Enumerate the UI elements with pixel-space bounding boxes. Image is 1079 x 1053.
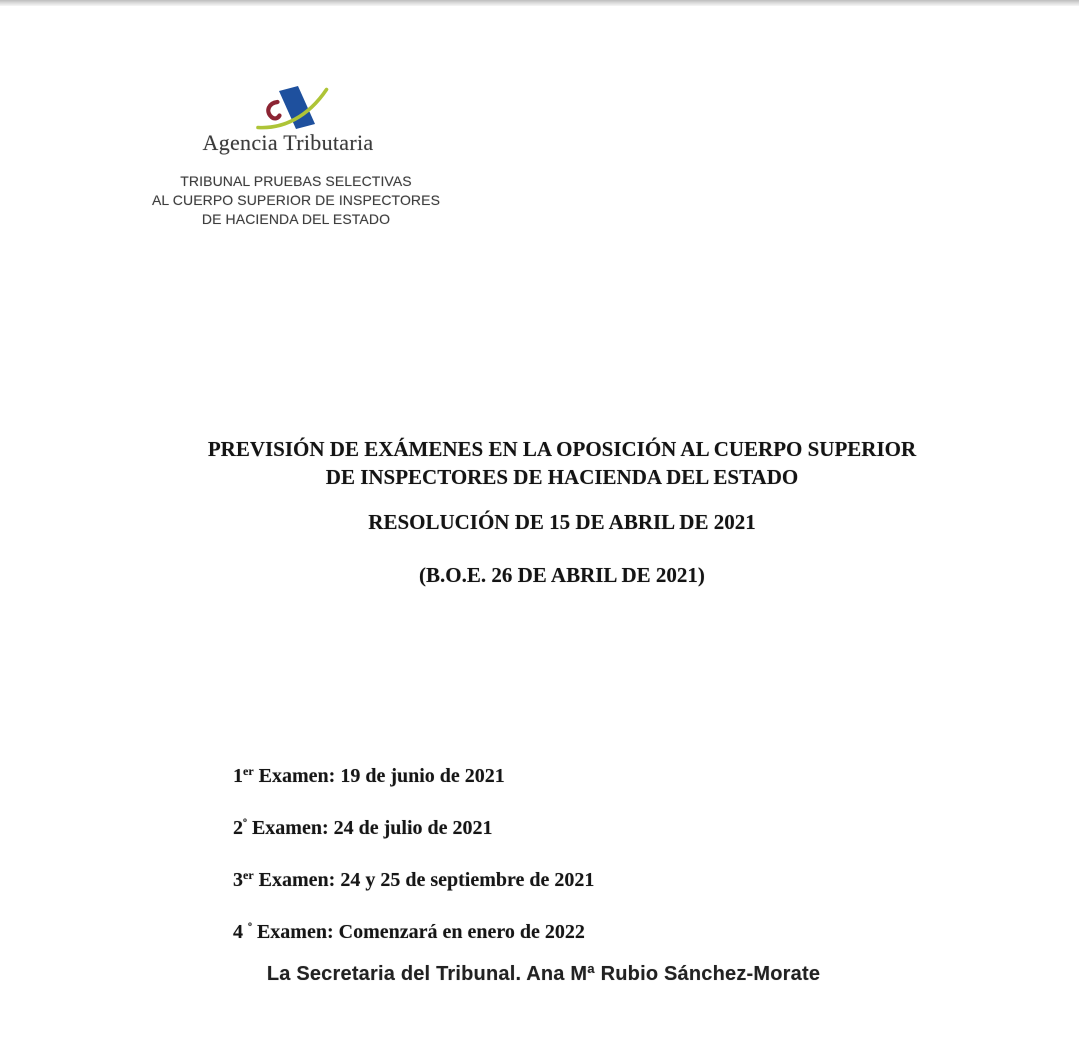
scan-edge-artifact: [0, 0, 1079, 6]
exam-4-ordinal-suffix: º: [248, 920, 252, 934]
agencia-tributaria-logo-icon: [245, 72, 345, 134]
org-line-3: DE HACIENDA DEL ESTADO: [201, 211, 391, 227]
exam-2-text: Examen: 24 de julio de 2021: [246, 817, 493, 839]
document-title-line-1: PREVISIÓN DE EXÁMENES EN LA OPOSICIÓN AL CUERPO SUPERIOR: [207, 437, 917, 461]
exam-1-ordinal-suffix: er: [243, 764, 254, 778]
exam-4-text: Examen: Comenzará en enero de 2022: [251, 921, 585, 943]
org-line-2: AL CUERPO SUPERIOR DE INSPECTORES: [151, 192, 441, 208]
exam-2-ordinal-suffix: º: [243, 816, 247, 830]
exam-1-ordinal: 1: [233, 765, 243, 787]
brand-name: Agencia Tributaria: [202, 130, 374, 155]
boe-line: (B.O.E. 26 DE ABRIL DE 2021): [419, 563, 705, 587]
exam-2-ordinal: 2: [233, 817, 243, 839]
document-title: [44, 435, 1079, 491]
exam-3-text: Examen: 24 y 25 de septiembre de 2021: [253, 869, 595, 891]
tribunal-org-block: [141, 172, 451, 229]
resolution-line: RESOLUCIÓN DE 15 DE ABRIL DE 2021: [368, 510, 756, 534]
logo-red-hook-shape: [268, 102, 279, 118]
signature-line: La Secretaria del Tribunal. Ana Mª Rubio Sánchez-Morate: [266, 963, 821, 985]
exam-3-ordinal: 3: [233, 869, 243, 891]
exam-item-4: [213, 896, 585, 970]
exam-4-ordinal: 4: [233, 921, 248, 943]
exam-3-ordinal-suffix: er: [243, 868, 254, 882]
org-line-1: TRIBUNAL PRUEBAS SELECTIVAS: [180, 173, 412, 189]
exam-1-text: Examen: 19 de junio de 2021: [253, 765, 505, 787]
document-title-line-2: DE INSPECTORES DE HACIENDA DEL ESTADO: [325, 465, 799, 489]
